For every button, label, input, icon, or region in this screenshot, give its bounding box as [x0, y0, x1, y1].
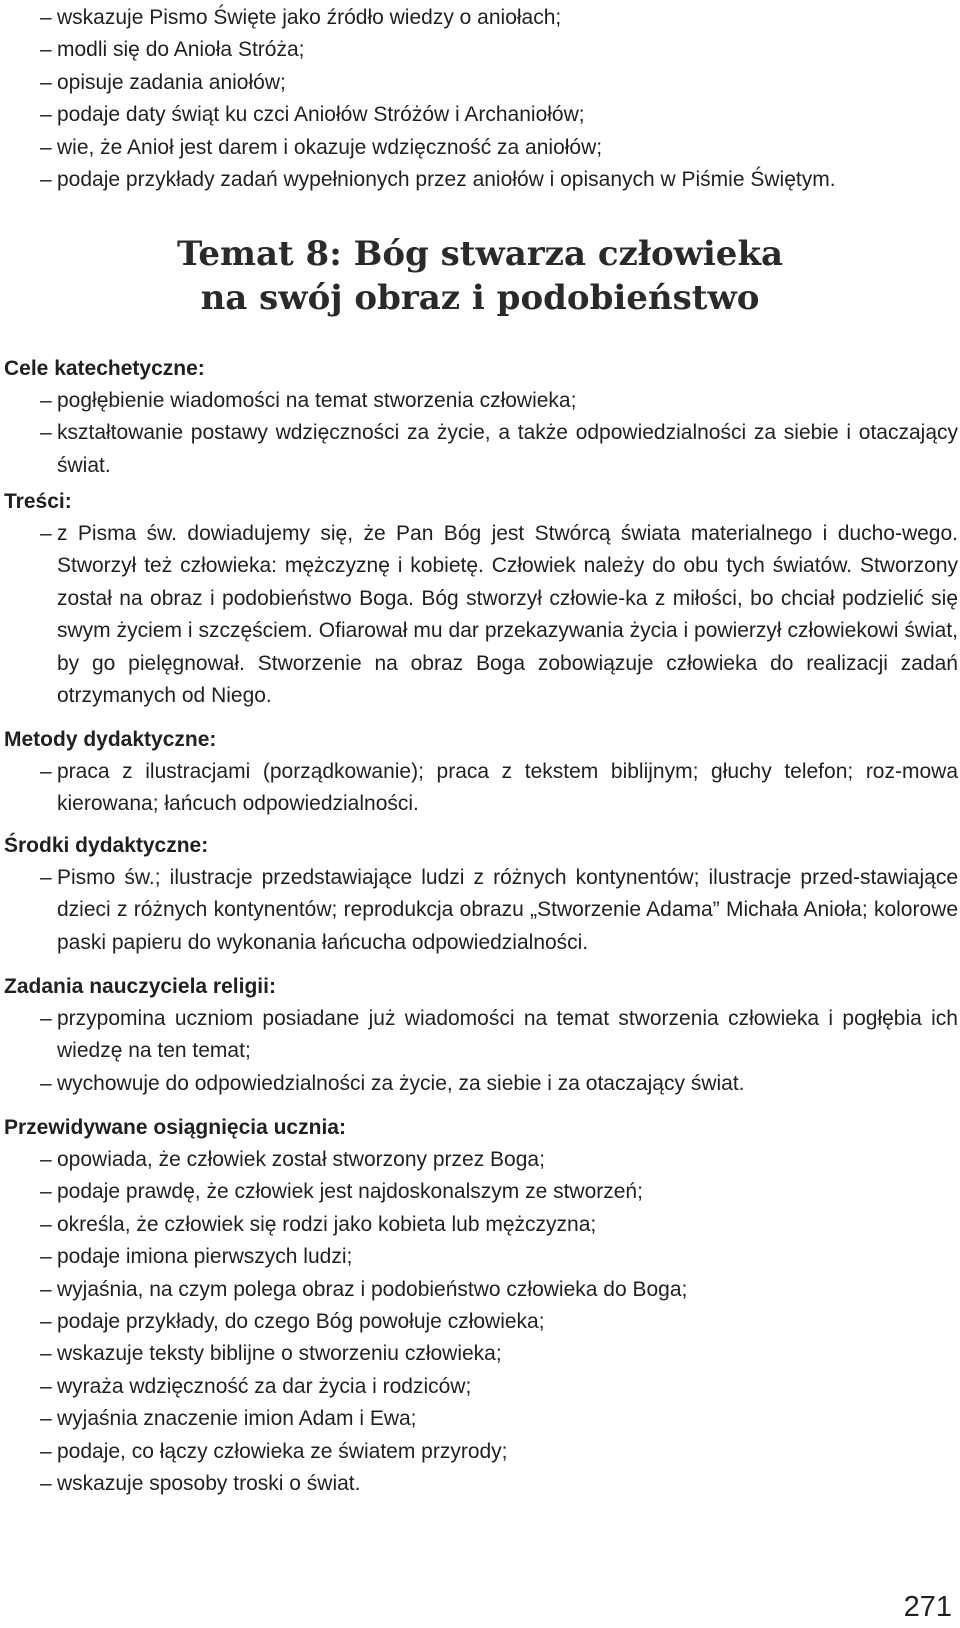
section-cele — [0, 353, 958, 482]
lesson-title-line-1: Temat 8: Bóg stwarza człowieka — [176, 234, 784, 274]
section-tresci — [0, 486, 958, 712]
list-item: – przypomina uczniom posiadane już wiadomości na temat stworzenia człowieka i pogłębia ich wiedzę na ten temat; — [40, 1007, 958, 1063]
intro-list — [0, 2, 955, 196]
section-heading: Przewidywane osiągnięcia ucznia: — [4, 1116, 346, 1139]
list-item: – praca z ilustracjami (porządkowanie); praca z tekstem biblijnym; głuchy telefon; roz-mowa kierowana; łańcuch odpowiedzialności. — [40, 760, 958, 816]
list-item: – kształtowanie postawy wdzięczności za życie, a także odpowiedzialności za siebie i otaczający świat. — [40, 421, 958, 477]
list-item: – pogłębienie wiadomości na temat stworzenia człowieka; — [40, 389, 577, 412]
list-item: – Pismo św.; ilustracje przedstawiające ludzi z różnych kontynentów; ilustracje przed-stawiające dzieci z różnych kontynentów; reprodukcja obrazu „Stworzenie Adama” Michała Anioła; kolorowe paski papieru do wykonania łańcucha odpowiedzialności. — [40, 866, 958, 954]
list-item: – wychowuje do odpowiedzialności za życie, za siebie i za otaczający świat. — [40, 1071, 745, 1095]
lesson-title-line-2: na swój obraz i podobieństwo — [200, 278, 760, 318]
list-item: – modli się do Anioła Stróża; — [40, 38, 305, 62]
page-number: 271 — [903, 1591, 952, 1623]
section-heading: Zadania nauczyciela religii: — [4, 975, 276, 998]
section-srodki — [0, 830, 958, 959]
list-item: – podaje przykłady, do czego Bóg powołuje człowieka; — [40, 1310, 545, 1334]
cele-list — [0, 385, 958, 482]
list-item: – podaje, co łączy człowieka ze światem przyrody; — [40, 1439, 508, 1463]
list-item: – wyraża wdzięczność za dar życia i rodziców; — [40, 1374, 472, 1398]
metody-list — [0, 756, 958, 821]
list-item: – podaje daty świąt ku czci Aniołów Stróżów i Archaniołów; — [40, 103, 585, 127]
osiagniecia-list — [0, 1144, 958, 1500]
list-item: – podaje prawdę, że człowiek jest najdoskonalszym ze stworzeń; — [40, 1180, 643, 1204]
section-zadania — [0, 971, 958, 1100]
list-item: – wyjaśnia znaczenie imion Adam i Ewa; — [40, 1407, 417, 1431]
section-metody — [0, 724, 958, 821]
list-item: – wskazuje Pismo Święte jako źródło wiedzy o aniołach; — [40, 6, 562, 29]
list-item: – określa, że człowiek się rodzi jako kobieta lub mężczyzna; — [40, 1212, 597, 1236]
list-item: – wyjaśnia, na czym polega obraz i podobieństwo człowieka do Boga; — [40, 1277, 688, 1301]
section-heading: Cele katechetyczne: — [4, 357, 205, 380]
list-item: – wie, że Anioł jest darem i okazuje wdzięczność za aniołów; — [40, 135, 603, 159]
list-item: – opisuje zadania aniołów; — [40, 70, 286, 94]
list-item: – z Pisma św. dowiadujemy się, że Pan Bóg jest Stwórcą świata materialnego i ducho-wego. Stworzył też człowieka: mężczyznę i kobietę. Człowiek należy do obu tych światów. Stworzony został na obraz i podobieństwo Boga. Bóg stworzył człowie-ka z miłości, bo chciał podzielić się swym życiem i szczęściem. Ofiarował mu dar przekazywania życia i powierzył człowiekowi świat, by go pielęgnował. Stworzenie na obraz Boga zobowiązuje człowieka do realizacji zadań otrzymanych od Niego. — [40, 522, 958, 708]
lesson-title — [0, 232, 960, 320]
list-item: – wskazuje teksty biblijne o stworzeniu człowieka; — [40, 1342, 502, 1366]
section-osiagniecia — [0, 1112, 958, 1500]
zadania-list — [0, 1003, 958, 1100]
list-item: – podaje imiona pierwszych ludzi; — [40, 1245, 353, 1269]
list-item: – podaje przykłady zadań wypełnionych przez aniołów i opisanych w Piśmie Świętym. — [40, 168, 836, 192]
list-item: – opowiada, że człowiek został stworzony przez Boga; — [40, 1148, 545, 1171]
section-heading: Metody dydaktyczne: — [4, 728, 217, 751]
section-heading: Treści: — [4, 490, 72, 513]
srodki-list — [0, 862, 958, 959]
tresci-list — [0, 518, 958, 712]
section-heading: Środki dydaktyczne: — [4, 834, 209, 857]
list-item: – wskazuje sposoby troski o świat. — [40, 1472, 361, 1496]
